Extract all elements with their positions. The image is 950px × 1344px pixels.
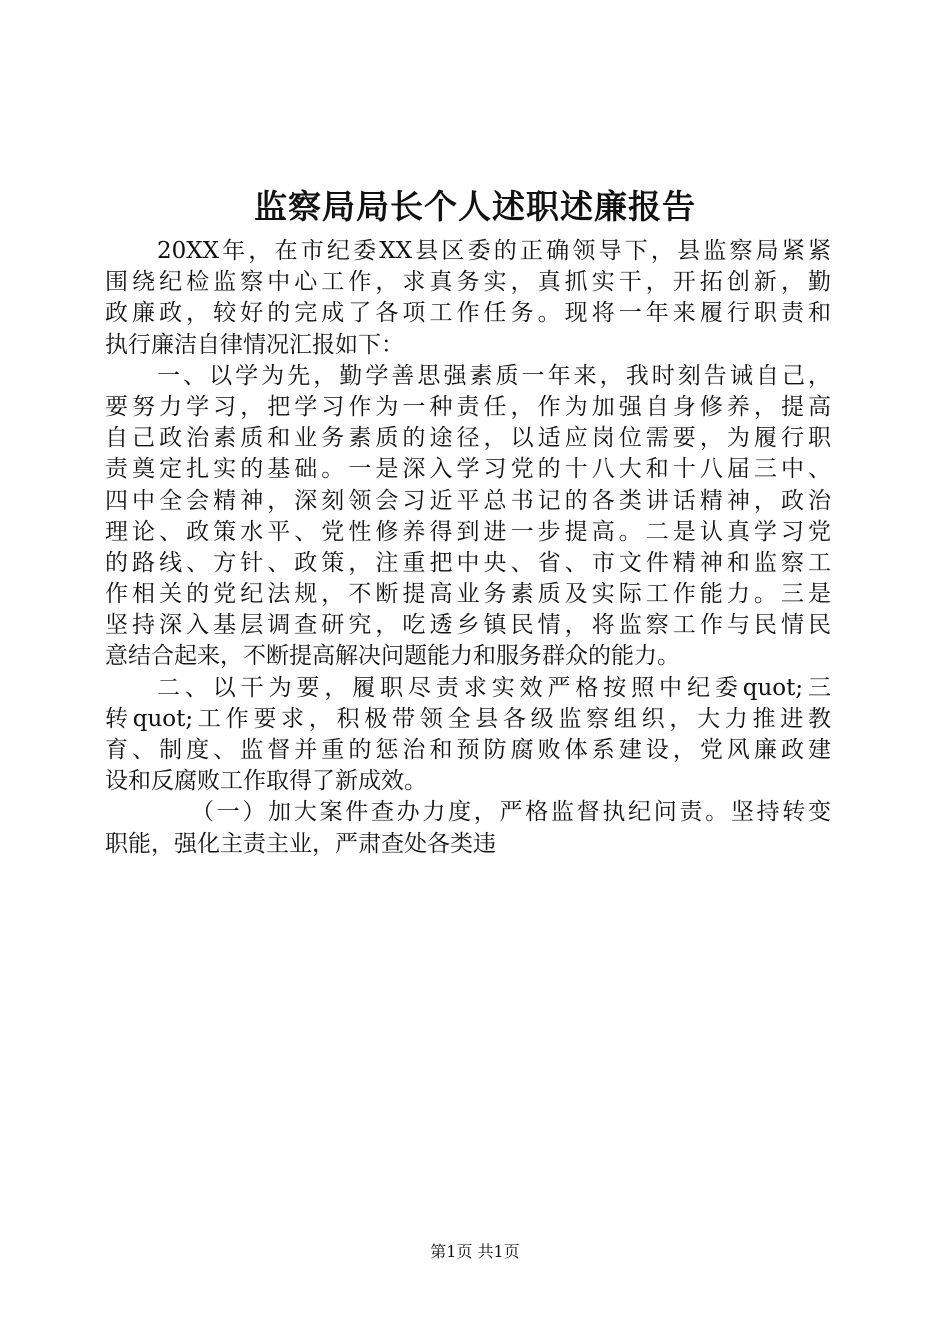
document-body [105, 236, 831, 860]
text-line: 责奠定扎实的基础。一是深入学习党的十八大和十八届三中、 [105, 456, 831, 483]
text-line: 二、以干为要，履职尽责求实效严格按照中纪委quot;三 [157, 674, 831, 701]
text-line: 围绕纪检监察中心工作，求真务实，真抓实干，开拓创新，勤 [105, 269, 831, 296]
text-line: 四中全会精神，深刻领会习近平总书记的各类讲话精神，政治 [105, 487, 831, 514]
text-line: 坚持深入基层调查研究，吃透乡镇民情，将监察工作与民情民 [105, 612, 831, 639]
text-line: 政廉政，较好的完成了各项工作任务。现将一年来履行职责和 [105, 300, 831, 327]
text-line: 作相关的党纪法规，不断提高业务素质及实际工作能力。三是 [105, 581, 831, 608]
page-title: 监察局局长个人述职述廉报告 [254, 187, 696, 226]
text-line: 要努力学习，把学习作为一种责任，作为加强自身修养，提高 [105, 393, 831, 420]
page-footer: 第1页 共1页 [430, 1242, 520, 1261]
text-line: 执行廉洁自律情况汇报如下： [105, 331, 404, 358]
text-line: （一）加大案件查办力度，严格监督执纪问责。坚持转变 [191, 799, 831, 826]
text-line: 的路线、方针、政策，注重把中央、省、市文件精神和监察工 [105, 549, 831, 576]
text-line: 自己政治素质和业务素质的途径，以适应岗位需要，为履行职 [105, 425, 831, 452]
text-line: 转quot;工作要求，积极带领全县各级监察组织，大力推进教 [105, 705, 831, 732]
text-line: 20XX年，在市纪委XX县区委的正确领导下，县监察局紧紧 [157, 238, 831, 264]
text-line: 一、以学为先，勤学善思强素质一年来，我时刻告诫自己， [157, 362, 831, 389]
text-line: 育、制度、监督并重的惩治和预防腐败体系建设，党风廉政建 [105, 737, 831, 763]
text-line: 职能，强化主责主业，严肃查处各类违 [105, 830, 496, 857]
text-line: 设和反腐败工作取得了新成效。 [105, 768, 427, 795]
text-line: 意结合起来，不断提高解决问题能力和服务群众的能力。 [105, 643, 680, 670]
text-line: 理论、政策水平、党性修养得到进一步提高。二是认真学习党 [105, 518, 831, 545]
